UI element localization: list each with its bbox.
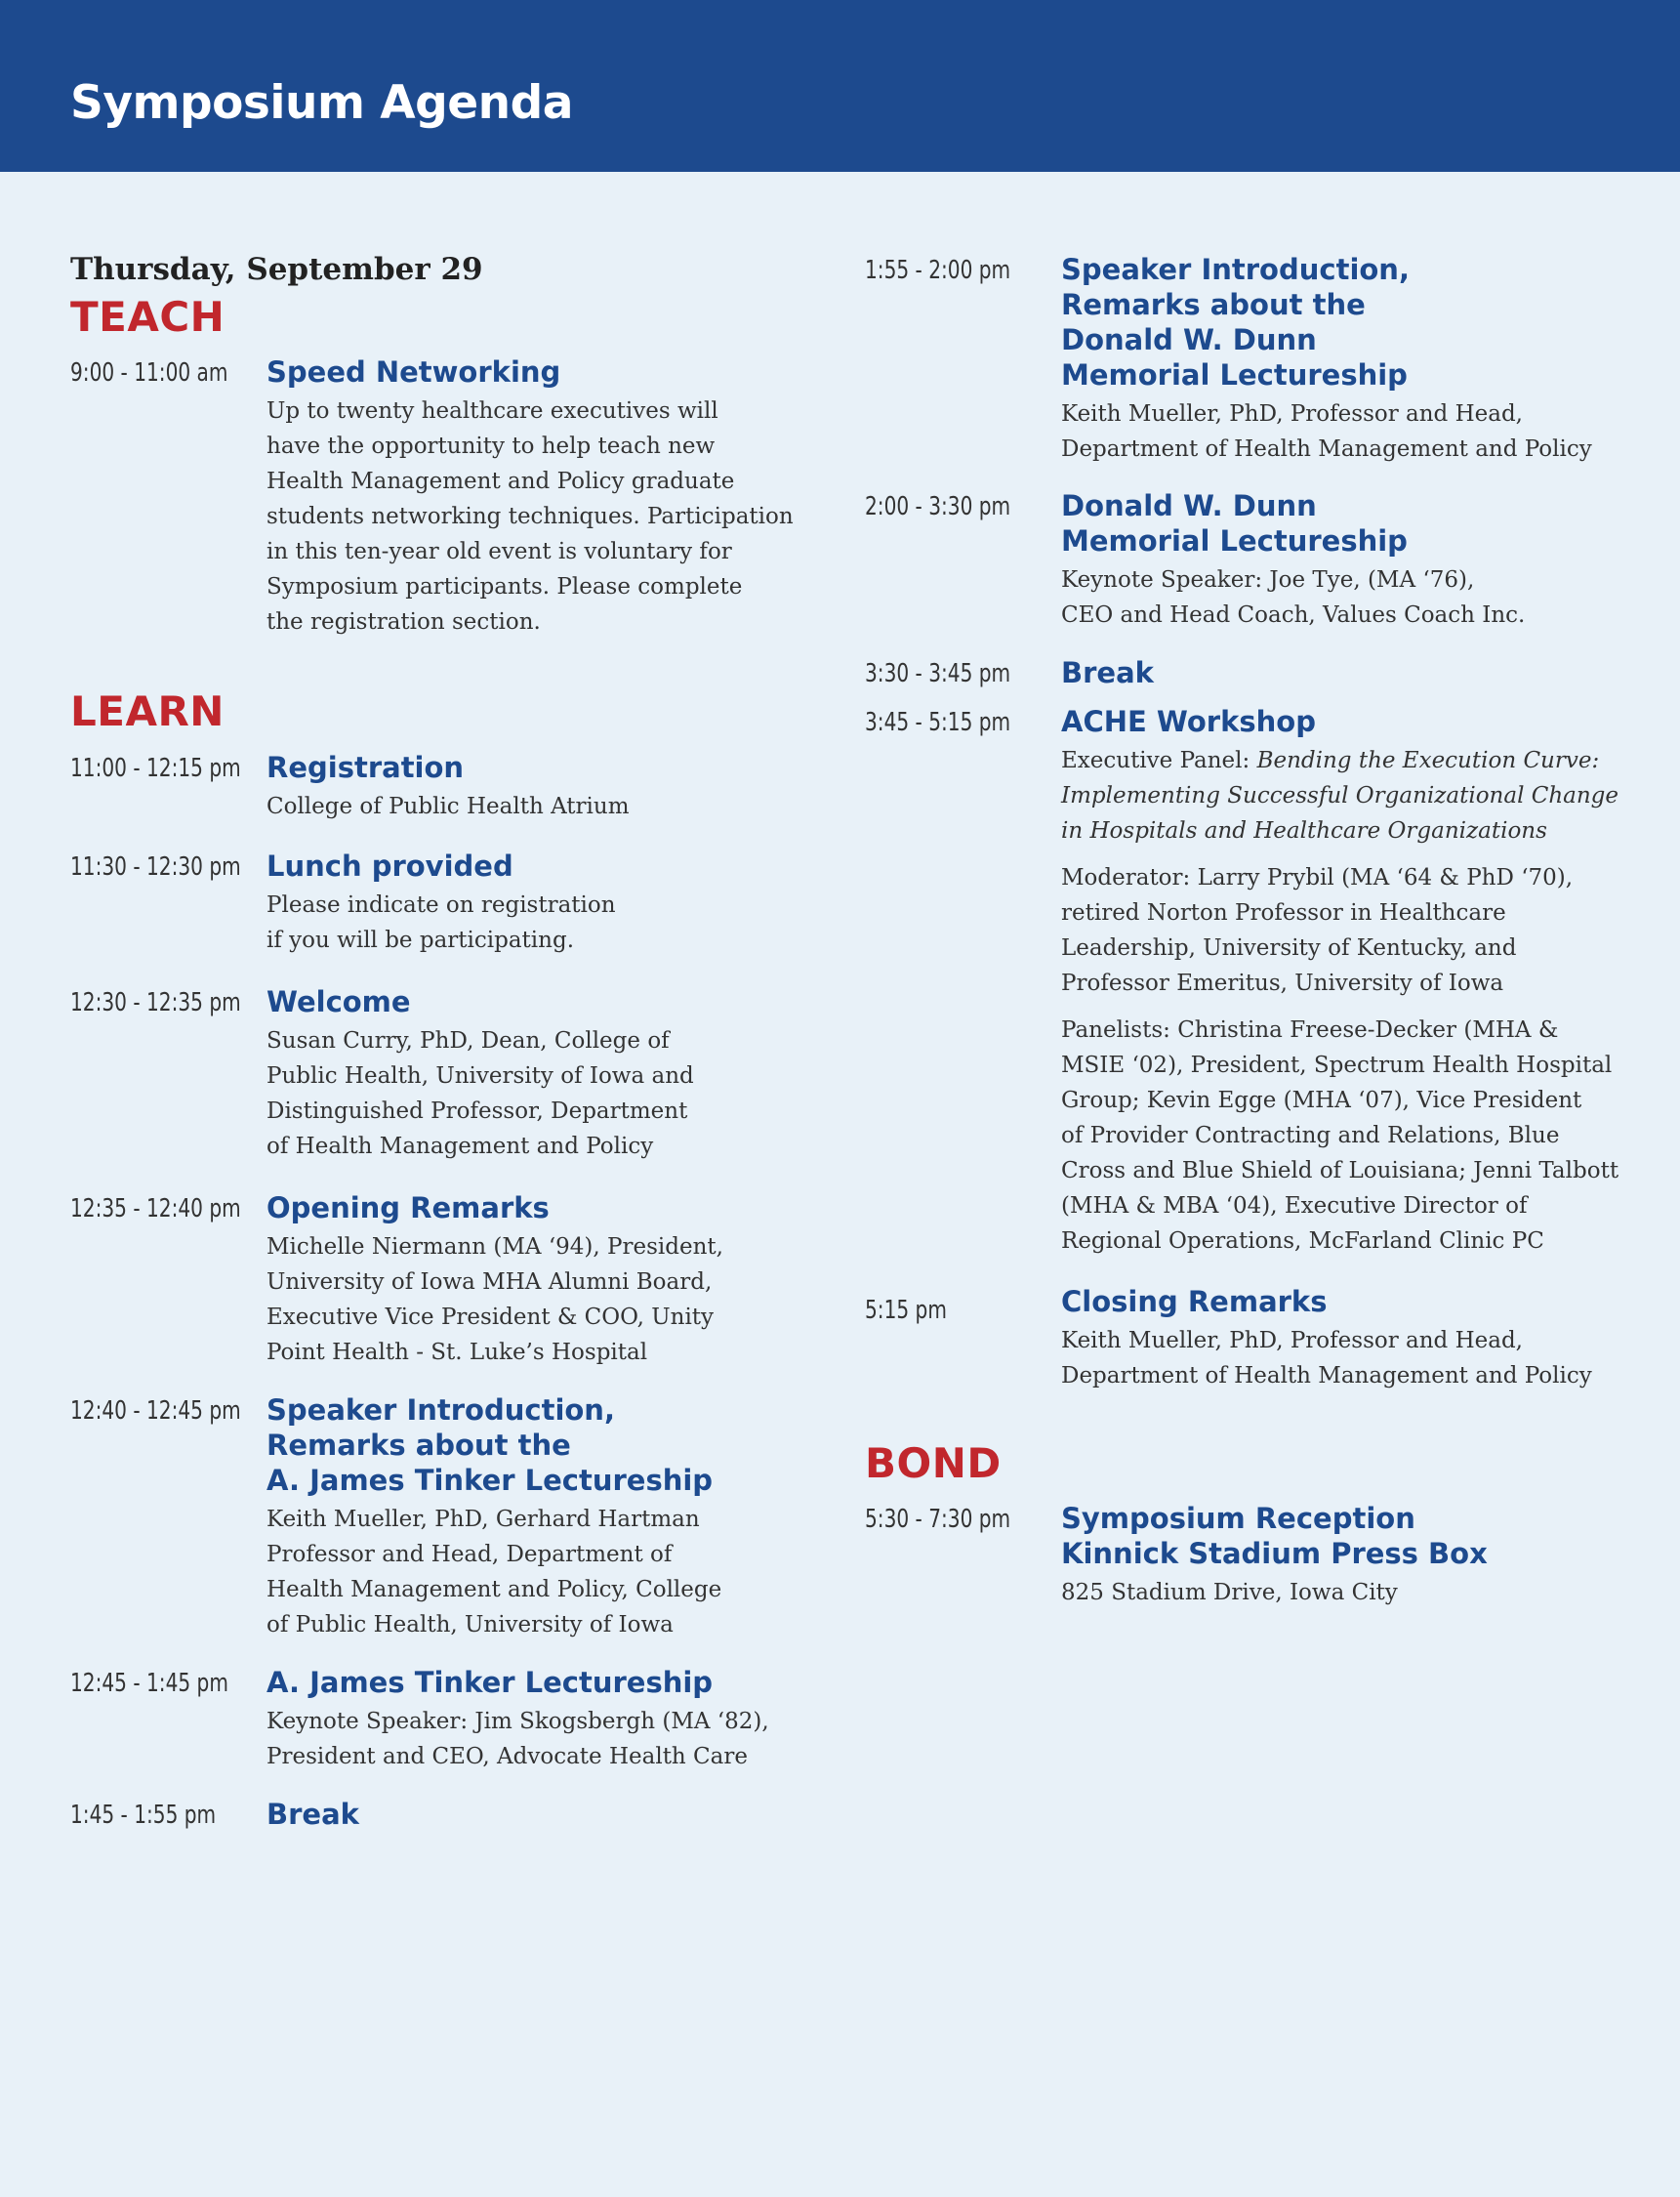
item-time: 1:45 - 1:55 pm [70,1801,217,1830]
item-description: Susan Curry, PhD, Dean, College of Public Health, University of Iowa and Distinguished Professor, Department of Health Management and Policy [266,1028,694,1159]
item-description: Up to twenty healthcare executives will have the opportunity to help teach new Health Management and Policy graduate students networking techniques. Participation in this ten-year old event is voluntary for Symposium participants. Please complete the registration section. [266,398,794,635]
item-title: A. James Tinker Lectureship [266,1666,714,1699]
item-time: 1:55 - 2:00 pm [865,256,1011,285]
item-description: Michelle Niermann (MA ‘94), President, University of Iowa MHA Alumni Board, Executive Vice President & COO, Unity Point Health - St. Luke’s Hospital [266,1234,723,1365]
item-title: Speaker Introduction, Remarks about the A. James Tinker Lectureship [266,1393,714,1497]
item-description: Keynote Speaker: Jim Skogsbergh (MA ‘82), President and CEO, Advocate Health Care [266,1709,769,1769]
item-description: Keith Mueller, PhD, Gerhard Hartman Professor and Head, Department of Health Management and Policy, College of Public Health, University of Iowa [266,1507,722,1637]
item-description: Keynote Speaker: Joe Tye, (MA ‘76), CEO and Head Coach, Values Coach Inc. [1061,567,1526,628]
item-title: Speed Networking [266,355,561,389]
item-title: Break [266,1798,359,1831]
item-title: Closing Remarks [1061,1285,1328,1318]
item-description: Executive Panel: Bending the Execution Curve: Implementing Successful Organizational Change in Hospitals and Healthcare Organizations Moderator: Larry Prybil (MA ‘64 & PhD ‘70), retired Norton Professor in Healthcare Leadership, University of Kentucky, and Professor Emeritus, University of Iowa Panelists: Christina Freese-Decker (MHA & MSIE ‘02), President, Spectrum Health Hospital Group; Kevin Egge (MHA ‘07), Vice President of Provider Contracting and Relations, Blue Cross and Blue Shield of Louisiana; Jenni Talbott (MHA & MBA ‘04), Executive Director of Regional Operations, McFarland Clinic PC [1061,748,1619,1254]
item-time: 12:45 - 1:45 pm [70,1669,228,1698]
item-description: 825 Stadium Drive, Iowa City [1061,1580,1398,1605]
header-banner [0,0,1680,172]
item-time: 5:30 - 7:30 pm [865,1505,1011,1534]
item-time: 11:00 - 12:15 pm [70,754,241,783]
section-teach: TEACH [70,293,225,341]
item-title: Speaker Introduction, Remarks about the Donald W. Dunn Memorial Lectureship [1061,253,1410,392]
item-title: Welcome [266,985,411,1018]
panel-title: Bending the Execution Curve: [1256,748,1600,773]
item-time: 9:00 - 11:00 am [70,358,228,388]
section-bond: BOND [865,1439,1002,1487]
item-time: 5:15 pm [865,1296,947,1325]
item-description: Keith Mueller, PhD, Professor and Head, Department of Health Management and Policy [1061,1328,1592,1389]
item-title: Symposium Reception Kinnick Stadium Press Box [1061,1502,1488,1570]
item-title: Donald W. Dunn Memorial Lectureship [1061,489,1408,558]
item-description: Please indicate on registration if you will be participating. [266,892,616,953]
item-title: Break [1061,656,1154,689]
item-time: 12:35 - 12:40 pm [70,1194,241,1223]
moderator-text: Moderator: Larry Prybil (MA ‘64 & PhD ‘70), [1061,865,1574,891]
item-time: 3:30 - 3:45 pm [865,659,1011,688]
section-learn: LEARN [70,687,225,735]
item-time: 11:30 - 12:30 pm [70,852,241,882]
item-time: 12:40 - 12:45 pm [70,1396,241,1426]
item-title: Registration [266,751,465,784]
item-title: Lunch provided [266,850,513,883]
item-title: ACHE Workshop [1061,705,1316,738]
panelists-text: Panelists: Christina Freese-Decker (MHA & [1061,1017,1559,1043]
day-heading: Thursday, September 29 [70,252,483,287]
item-description: College of Public Health Atrium [266,794,630,819]
item-title: Opening Remarks [266,1191,550,1224]
item-description: Keith Mueller, PhD, Professor and Head, Department of Health Management and Policy [1061,401,1592,462]
page-title: Symposium Agenda [70,76,573,130]
item-time: 2:00 - 3:30 pm [865,492,1011,521]
item-time: 12:30 - 12:35 pm [70,988,241,1017]
panel-label: Executive Panel: [1061,748,1257,773]
item-time: 3:45 - 5:15 pm [865,708,1011,737]
